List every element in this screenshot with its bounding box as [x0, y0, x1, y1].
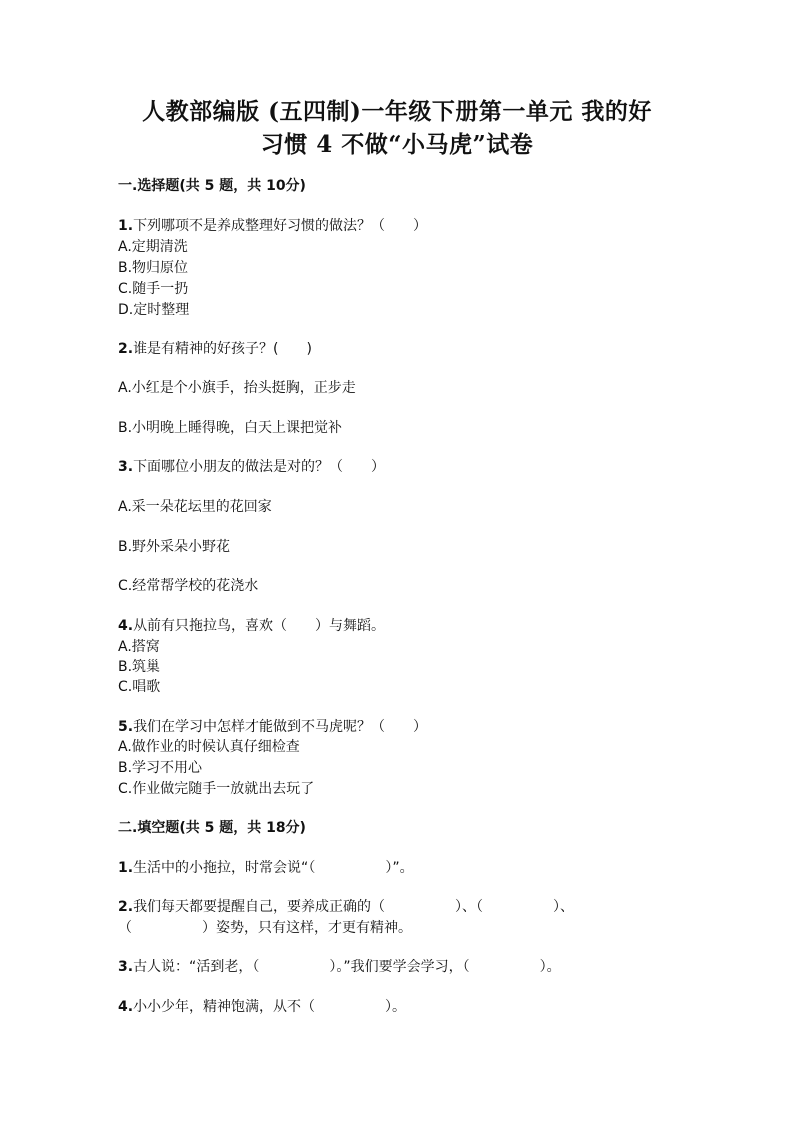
question-text: 我们在学习中怎样才能做到不马虎呢？（ ） [133, 719, 428, 735]
question-4 [118, 616, 718, 636]
page-title-line-1: 人教部编版 (五四制)一年级下册第一单元 我的好 [142, 98, 652, 125]
question-number: 1. [118, 860, 134, 876]
option-1b: B.物归原位 [118, 260, 189, 276]
fill-question-1 [118, 858, 718, 878]
question-number: 1. [118, 218, 134, 234]
option-1a: A.定期清洗 [118, 239, 188, 255]
question-number: 5. [118, 719, 134, 735]
question-text: 生活中的小拖拉，时常会说“（ ）”。 [133, 860, 414, 876]
option-4c: C.唱歌 [118, 679, 161, 695]
option-3c: C.经常帮学校的花浇水 [118, 578, 259, 594]
option-1d: D.定时整理 [118, 302, 190, 318]
question-2 [118, 339, 718, 359]
question-number: 2. [118, 899, 134, 915]
option-2a: A.小红是个小旗手，抬头挺胸，正步走 [118, 380, 356, 396]
question-text: 我们每天都要提醒自己，要养成正确的（ ）、（ ）、 [133, 899, 575, 915]
question-text: 谁是有精神的好孩子？( ) [133, 341, 312, 357]
option-5b: B.学习不用心 [118, 760, 203, 776]
option-2b: B.小明晚上睡得晚，白天上课把觉补 [118, 420, 343, 436]
fill-question-4 [118, 997, 718, 1017]
question-text: 小小少年，精神饱满，从不（ ）。 [133, 999, 407, 1015]
option-1c: C.随手一扔 [118, 281, 189, 297]
option-5a: A.做作业的时候认真仔细检查 [118, 739, 300, 755]
question-number: 2. [118, 341, 134, 357]
question-text: 从前有只拖拉鸟，喜欢（ ）与舞蹈。 [133, 618, 386, 634]
option-4a: A.搭窝 [118, 639, 160, 655]
question-3 [118, 457, 718, 477]
option-4b: B.筑巢 [118, 659, 161, 675]
option-3a: A.采一朵花坛里的花回家 [118, 499, 272, 515]
question-5 [118, 717, 718, 737]
question-number: 3. [118, 459, 134, 475]
question-1 [118, 216, 718, 236]
question-number: 4. [118, 618, 134, 634]
option-5c: C.作业做完随手一放就出去玩了 [118, 781, 315, 797]
question-text: 下列哪项不是养成整理好习惯的做法？（ ） [133, 218, 428, 234]
section-heading-fill: 二.填空题(共 5 题，共 18分) [118, 820, 306, 836]
section-heading-choice: 一.选择题(共 5 题，共 10分) [118, 178, 306, 194]
question-text: 古人说：“活到老，（ ）。”我们要学会学习，（ ）。 [133, 959, 561, 975]
page-title-line-2: 习惯 4 不做“小马虎”试卷 [260, 131, 534, 158]
option-3b: B.野外采朵小野花 [118, 539, 231, 555]
fill-question-3 [118, 957, 718, 977]
fill-question-2-continued: （ ）姿势，只有这样，才更有精神。 [118, 920, 412, 936]
fill-question-2 [118, 897, 718, 917]
question-number: 4. [118, 999, 134, 1015]
question-text: 下面哪位小朋友的做法是对的？（ ） [133, 459, 386, 475]
question-number: 3. [118, 959, 134, 975]
